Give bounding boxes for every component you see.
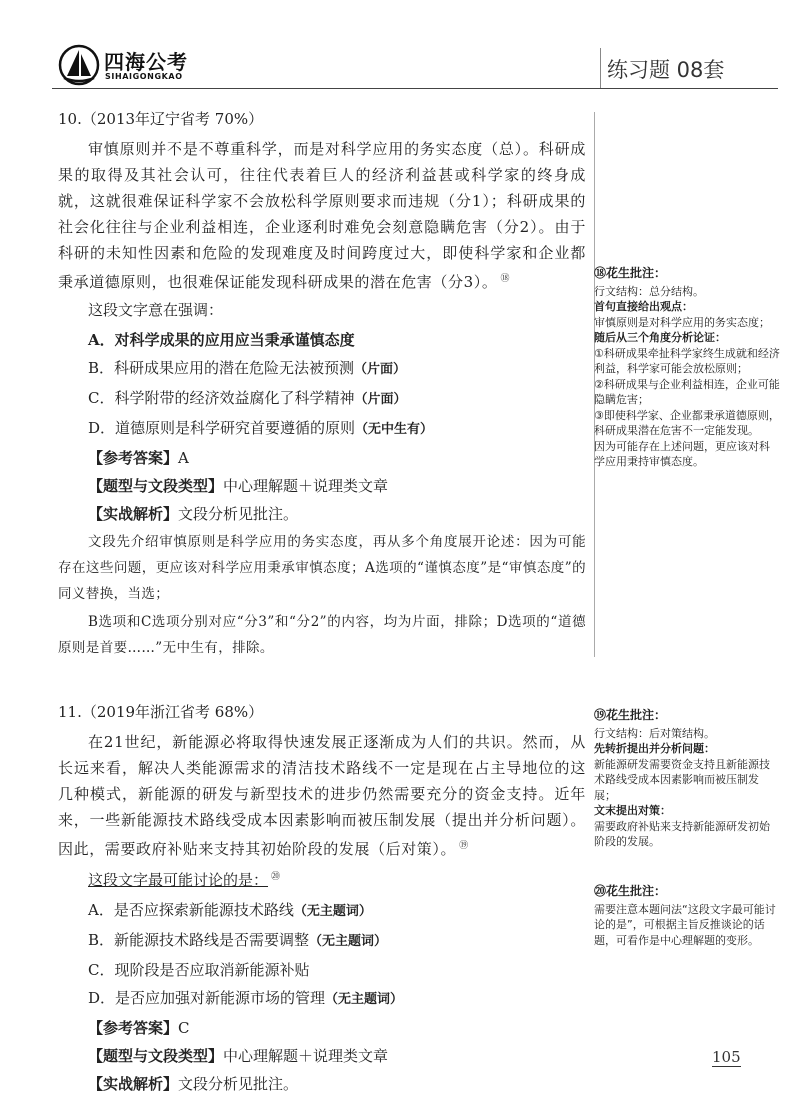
question-11-option-a xyxy=(88,897,586,925)
question-10-option-b xyxy=(88,355,586,383)
main-content xyxy=(58,100,586,1099)
analysis-value: 文段分析见批注。 xyxy=(178,505,299,523)
question-11-answer xyxy=(88,1015,586,1041)
option-a-text: A．是否应探索新能源技术路线 xyxy=(88,901,294,919)
question-11-option-c: C．现阶段是否应取消新能源补贴 xyxy=(88,961,310,979)
note-ref-19: ⑲ xyxy=(459,841,469,851)
question-11-passage xyxy=(58,729,586,862)
option-d-text: D．是否应加强对新能源市场的管理 xyxy=(88,989,326,1007)
analysis-tag: 【实战解析】 xyxy=(88,505,179,523)
page-number: 105 xyxy=(712,1048,741,1066)
question-10-explanation-2: B选项和C选项分别对应“分3”和“分2”的内容，均为片面，排除；D选项的“道德原则是首要……”无中生有，排除。 xyxy=(58,614,586,656)
side-note-line: 行文结构：后对策结构。 xyxy=(594,726,715,740)
side-note-line: 先转折提出并分析问题： xyxy=(594,742,715,755)
question-11-passage-text: 在21世纪，新能源必将取得快速发展正逐渐成为人们的共识。然而，从长远来看，解决人类能源需求的清洁技术路线不一定是现在占主导地位的这几种模式，新能源的研发与新型技术的进步仍然需要充分的资金支持。近年来，一些新能源技术路线受成本因素影响而被压制发展（提出并分析问题）。因此，需要政府补贴来支持其初始阶段的发展（后对策）。 xyxy=(58,733,586,858)
side-note-line: ③即使科学家、企业都秉承道德原则，科研成果潜在危害不一定能发现。 xyxy=(594,408,780,437)
logo-title: 四海公考 xyxy=(104,50,188,74)
type-value: 中心理解题＋说理类文章 xyxy=(223,477,389,495)
side-note-line: 因为可能存在上述问题，更应该对科学应用秉持审慎态度。 xyxy=(594,439,770,468)
question-11-type xyxy=(88,1043,586,1069)
side-note-line: ①科研成果牵扯科学家终生成就和经济利益，科学家可能会放松原则； xyxy=(594,346,780,375)
option-d-note: （无中生有） xyxy=(355,422,434,437)
option-c-note: （片面） xyxy=(354,392,407,407)
question-10-option-a: A．对科学成果的应用应当秉承谨慎态度 xyxy=(88,331,355,349)
answer-value: C xyxy=(178,1019,190,1037)
question-10-analysis xyxy=(88,501,586,527)
side-note-line: 需要政府补贴来支持新能源研发初始阶段的发展。 xyxy=(594,819,770,848)
analysis-value: 文段分析见批注。 xyxy=(178,1075,299,1093)
side-note-18-title: ⑱花生批注： xyxy=(594,266,667,280)
sailboat-logo-icon xyxy=(58,44,100,86)
question-10-type xyxy=(88,473,586,499)
option-b-note: （片面） xyxy=(354,362,407,377)
side-note-18 xyxy=(594,266,780,470)
answer-value: A xyxy=(178,449,189,467)
side-note-line: ②科研成果与企业利益相连，企业可能隐瞒危害； xyxy=(594,377,780,406)
header-rule xyxy=(52,88,778,89)
side-note-line: 文末提出对策： xyxy=(594,804,671,817)
side-note-line: 首句直接给出观点： xyxy=(594,300,693,313)
answer-tag: 【参考答案】 xyxy=(88,449,179,467)
question-11-stem xyxy=(88,864,586,893)
option-a-note: （无主题词） xyxy=(293,904,372,919)
logo xyxy=(58,44,208,90)
side-note-20 xyxy=(594,884,780,948)
question-11-heading: 11.（2019年浙江省考 68%） xyxy=(58,703,264,721)
side-note-line: 需要注意本题问法“这段文字最可能讨论的是”，可根据主旨反推谈论的话题，可看作是中心理解题的变形。 xyxy=(594,902,776,947)
spacer xyxy=(58,663,586,693)
question-10-explanation-1: 文段先介绍审慎原则是科学应用的务实态度，再从多个角度展开论述：因为可能存在这些问题，更应该对科学应用秉承审慎态度；A选项的“谨慎态度”是“审慎态度”的同义替换，当选； xyxy=(58,534,586,602)
set-title: 练习题 08套 xyxy=(607,58,725,82)
side-note-line: 行文结构：总分结构。 xyxy=(594,284,704,298)
answer-tag: 【参考答案】 xyxy=(88,1019,179,1037)
note-ref-20: ⑳ xyxy=(271,872,281,882)
type-tag: 【题型与文段类型】 xyxy=(88,1047,224,1065)
note-ref-18: ⑱ xyxy=(500,274,511,284)
type-tag: 【题型与文段类型】 xyxy=(88,477,224,495)
type-value: 中心理解题＋说理类文章 xyxy=(223,1047,389,1065)
question-11-analysis xyxy=(88,1071,586,1097)
question-10-answer xyxy=(88,445,586,471)
option-c-text: C．科学附带的经济效益腐化了科学精神 xyxy=(88,389,355,407)
question-10-passage-text: 审慎原则并不是不尊重科学，而是对科学应用的务实态度（总）。科研成果的取得及其社会认可，往往代表着巨人的经济利益甚或科学家的终身成就，这就很难保证科学家不会放松科学原则要求而违规（分1）；科研成果的社会化往往与企业利益相连，企业逐利时难免会刻意隐瞒危害（分2）。由于科研的未知性因素和危险的发现难度及时间跨度过大，即使科学家和企业都秉承道德原则，也很难保证能发现科研成果的潜在危害（分3）。 xyxy=(58,140,586,291)
header-divider xyxy=(600,48,601,88)
option-d-note: （无主题词） xyxy=(325,992,404,1007)
question-10-heading: 10.（2013年辽宁省考 70%） xyxy=(58,110,264,128)
option-d-text: D．道德原则是科学研究首要遵循的原则 xyxy=(88,419,356,437)
question-11-option-d xyxy=(88,985,586,1013)
logo-subtitle: SIHAIGONGKAO xyxy=(105,72,183,81)
option-b-text: B．科研成果应用的潜在危险无法被预测 xyxy=(88,359,355,377)
analysis-tag: 【实战解析】 xyxy=(88,1075,179,1093)
option-b-note: （无主题词） xyxy=(309,934,388,949)
question-10-option-d xyxy=(88,415,586,443)
question-10-option-c xyxy=(88,385,586,413)
side-note-19 xyxy=(594,708,780,850)
side-note-line: 随后从三个角度分析论证： xyxy=(594,331,726,344)
question-10-stem: 这段文字意在强调： xyxy=(88,301,224,319)
option-b-text: B．新能源技术路线是否需要调整 xyxy=(88,931,310,949)
side-note-line: 审慎原则是对科学应用的务实态度； xyxy=(594,315,770,329)
side-note-19-title: ⑲花生批注： xyxy=(594,708,667,722)
side-note-line: 新能源研发需要资金支持且新能源技术路线受成本因素影响而被压制发展； xyxy=(594,757,770,802)
side-note-20-title: ⑳花生批注： xyxy=(594,884,667,898)
question-10-passage xyxy=(58,136,586,295)
question-11-option-b xyxy=(88,927,586,955)
question-11-stem-text: 这段文字最可能讨论的是： xyxy=(88,871,269,889)
